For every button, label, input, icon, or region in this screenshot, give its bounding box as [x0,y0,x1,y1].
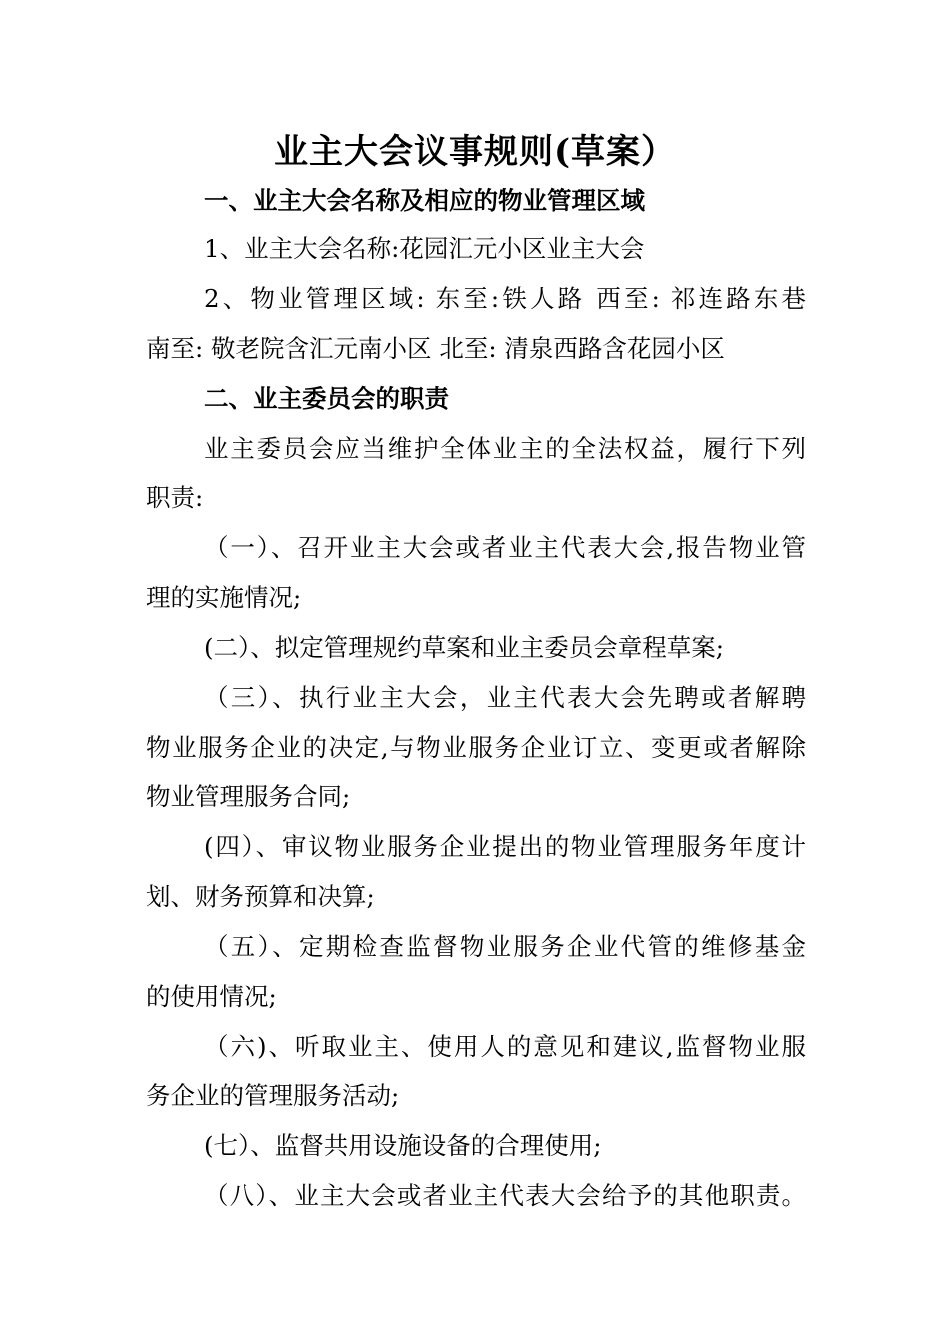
duty-6-line1: （六)、听取业主、使用人的意见和建议,监督物业服 [204,1032,806,1061]
duties-intro-line2: 职责: [146,483,204,512]
duty-4-line1: (四）、审议物业服务企业提出的物业管理服务年度计 [204,832,806,861]
section-heading-1: 一、业主大会名称及相应的物业管理区域 [204,186,645,215]
duty-2: (二）、拟定管理规约草案和业主委员会章程草案; [204,633,725,662]
duty-1-line2: 理的实施情况; [146,583,302,612]
duty-8: （八）、业主大会或者业主代表大会给予的其他职责。 [204,1181,806,1210]
item-management-area-line2: 南至: 敬老院含汇元南小区 北至: 清泉西路含花园小区 [146,334,725,363]
item-assembly-name: 1、业主大会名称:花园汇元小区业主大会 [204,234,645,263]
document-title: 业主大会议事规则(草案） [273,132,677,172]
duty-3-line3: 物业管理服务合同; [146,782,351,811]
duty-5-line2: 的使用情况; [146,982,277,1011]
duty-3-line2: 物业服务企业的决定,与物业服务企业订立、变更或者解除 [146,733,806,762]
duty-7: (七）、监督共用设施设备的合理使用; [204,1131,602,1160]
item-management-area-line1: 2、物业管理区域: 东至:铁人路 西至: 祁连路东巷 [204,284,806,313]
duty-5-line1: （五）、定期检查监督物业服务企业代管的维修基金 [204,932,806,961]
duty-3-line1: （三）、执行业主大会，业主代表大会先聘或者解聘 [204,683,806,712]
section-heading-2: 二、业主委员会的职责 [204,384,449,413]
duties-intro-line1: 业主委员会应当维护全体业主的全法权益，履行下列 [204,434,806,463]
duty-1-line1: （一）、召开业主大会或者业主代表大会,报告物业管 [204,533,806,562]
duty-4-line2: 划、财务预算和决算; [146,882,375,911]
duty-6-line2: 务企业的管理服务活动; [146,1081,400,1110]
